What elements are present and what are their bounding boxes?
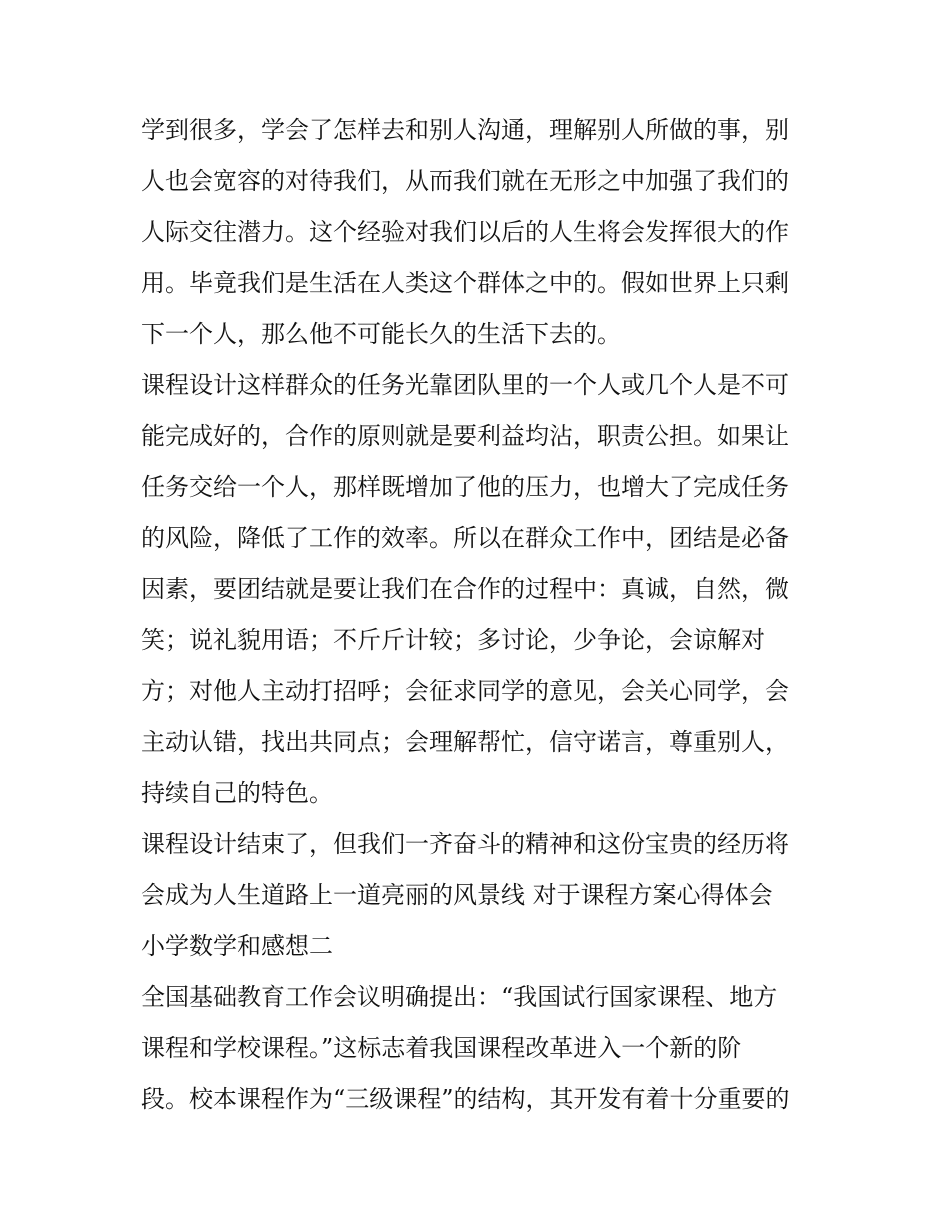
text-line: 人际交往潜力。这个经验对我们以后的人生将会发挥很大的作: [141, 218, 789, 246]
text-line: 课程设计这样群众的任务光靠团队里的一个人或几个人是不可: [141, 371, 789, 399]
text-line: 的风险，降低了工作的效率。所以在群众工作中，团结是必备: [141, 524, 789, 552]
text-line: 学到很多，学会了怎样去和别人沟通，理解别人所做的事，别: [141, 116, 789, 144]
text-line: 小学数学和感想二: [141, 932, 333, 960]
text-line: 任务交给一个人，那样既增加了他的压力，也增大了完成任务: [141, 473, 789, 501]
text-line: 方；对他人主动打招呼；会征求同学的意见，会关心同学，会: [141, 677, 789, 705]
text-line: 能完成好的，合作的原则就是要利益均沾，职责公担。如果让: [141, 422, 789, 450]
text-line: 段。校本课程作为“三级课程”的结构，其开发有着十分重要的: [141, 1085, 790, 1113]
text-line: 下一个人，那么他不可能长久的生活下去的。: [141, 320, 621, 348]
text-line: 笑；说礼貌用语；不斤斤计较；多讨论，少争论，会谅解对: [141, 626, 765, 654]
text-line: 因素，要团结就是要让我们在合作的过程中：真诚，自然，微: [141, 575, 789, 603]
text-line: 持续自己的特色。: [141, 779, 333, 807]
text-line: 全国基础教育工作会议明确提出：“我国试行国家课程、地方: [141, 983, 778, 1011]
text-line: 用。毕竟我们是生活在人类这个群体之中的。假如世界上只剩: [141, 269, 789, 297]
text-line: 主动认错，找出共同点；会理解帮忙，信守诺言，尊重别人，: [141, 728, 789, 756]
text-line: 会成为人生道路上一道亮丽的风景线 对于课程方案心得体会: [141, 881, 773, 909]
text-line: 课程设计结束了，但我们一齐奋斗的精神和这份宝贵的经历将: [141, 830, 789, 858]
text-line: 人也会宽容的对待我们，从而我们就在无形之中加强了我们的: [141, 167, 789, 195]
text-line: 课程和学校课程。”这标志着我国课程改革进入一个新的阶: [141, 1034, 742, 1062]
